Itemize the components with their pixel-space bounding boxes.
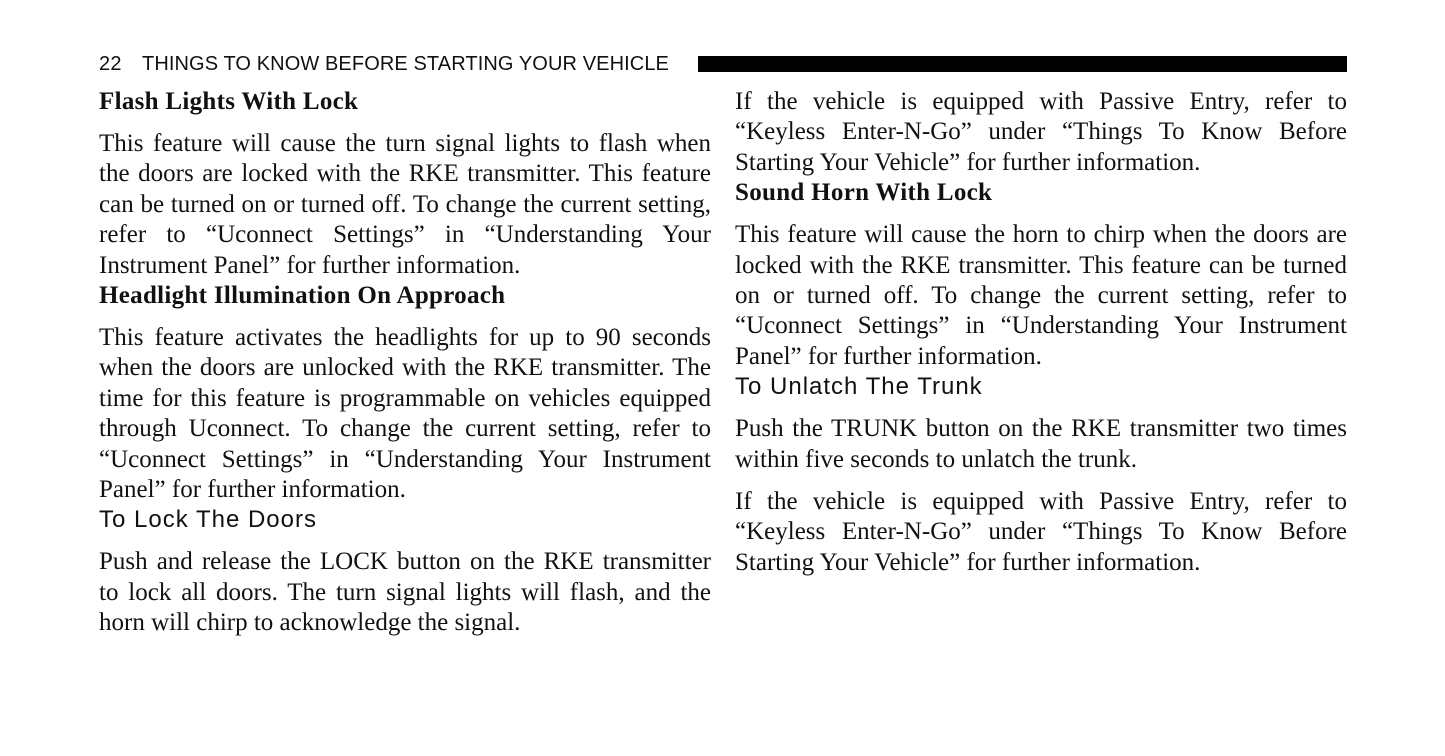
flash-lights-body: This feature will cause the turn signal lights to flash when the doors are locked with the RKE transmitter. This feature can be turned on or turned off. To change the current setting, refer to “Uconnect Settings” in “Understanding Your Instrument Panel” for further information.: [99, 130, 711, 279]
flash-lights-heading: Flash Lights With Lock: [99, 88, 359, 115]
passive-entry-note-2: If the vehicle is equipped with Passive Entry, refer to “Keyless Enter-N-Go” under “Things To Know Before Starting Your Vehicle” for further information.: [735, 488, 1347, 576]
lock-doors-body: Push and release the LOCK button on the RKE transmitter to lock all doors. The turn signal lights will flash, and the horn will chirp to acknowledge the signal.: [99, 548, 711, 637]
unlatch-trunk-body: Push the TRUNK button on the RKE transmitter two times within five seconds to unlatch the trunk.: [735, 415, 1347, 473]
unlatch-trunk-heading: To Unlatch The Trunk: [735, 373, 983, 401]
left-column: [99, 87, 711, 639]
page-number: 22: [99, 53, 122, 75]
lock-doors-heading: To Lock The Doors: [99, 506, 317, 534]
running-header: [99, 52, 1347, 76]
header-title: THINGS TO KNOW BEFORE STARTING YOUR VEHICLE: [142, 53, 669, 75]
headlight-illumination-body: This feature activates the headlights for up to 90 seconds when the doors are unlocked with the RKE transmitter. The time for this feature is programmable on vehicles equipped through Uconnect. To change the current setting, refer to “Uconnect Settings” in “Understanding Your Instrument Panel” for further information.: [99, 324, 711, 504]
headlight-illumination-heading: Headlight Illumination On Approach: [99, 282, 506, 310]
sound-horn-body: This feature will cause the horn to chirp when the doors are locked with the RKE transmitter. This feature can be turned on or turned off. To change the current setting, refer to “Uconnect Settings” in “Understanding Your Instrument Panel” for further information.: [735, 221, 1347, 370]
passive-entry-note-1: If the vehicle is equipped with Passive Entry, refer to “Keyless Enter-N-Go” under “Things To Know Before Starting Your Vehicle” for further information.: [735, 88, 1347, 176]
right-column: [735, 87, 1347, 578]
header-rule: [698, 56, 1347, 72]
sound-horn-heading: Sound Horn With Lock: [735, 179, 993, 207]
